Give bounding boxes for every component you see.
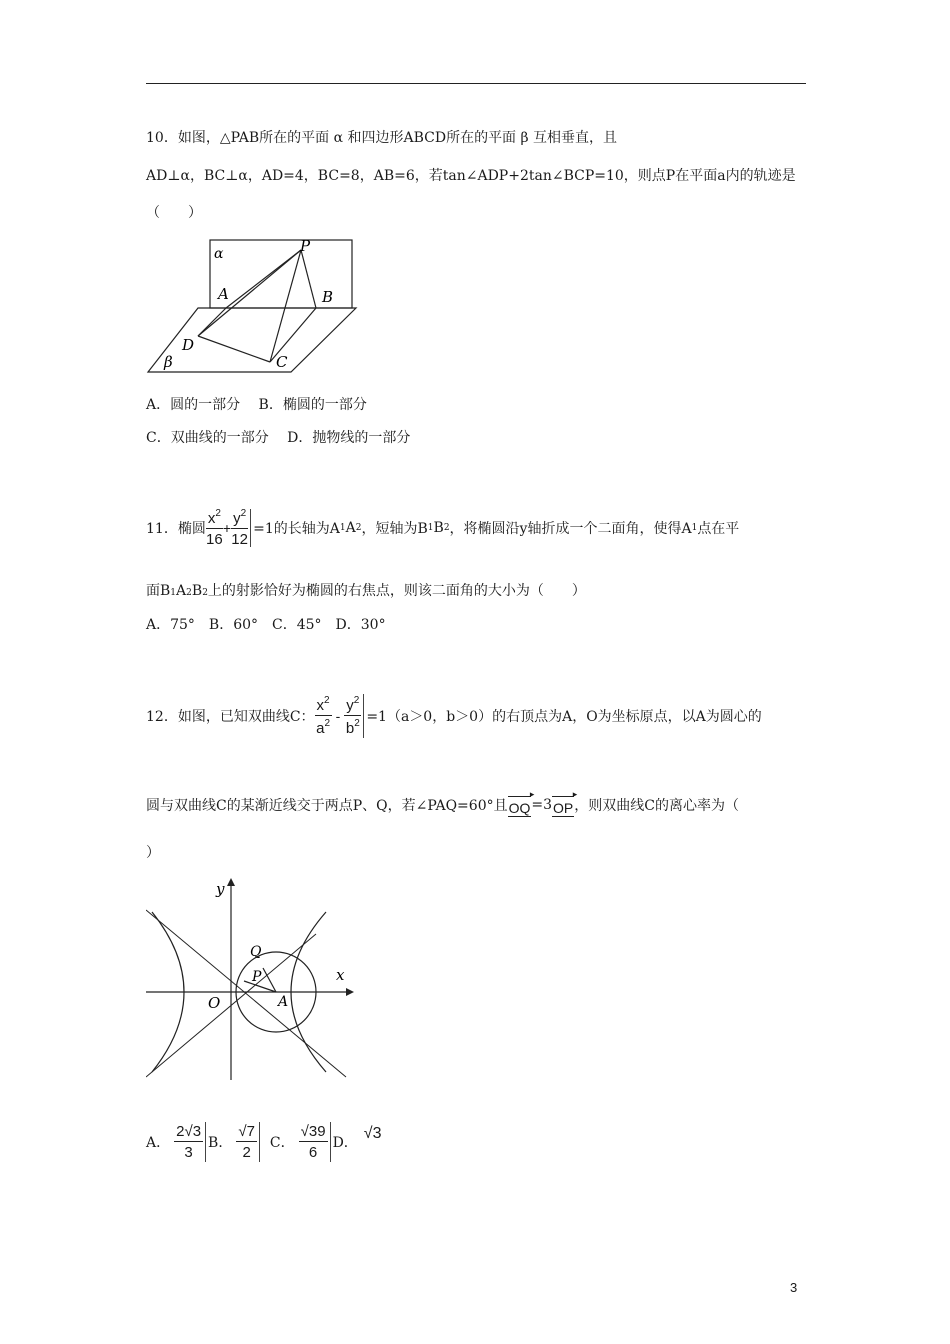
q12-figure xyxy=(146,872,356,1082)
q11-frac-y2-12: $\frac{y^2}{12}$ xyxy=(231,508,248,548)
vector-OP: OP ▸ xyxy=(552,800,574,817)
option-C-value: $\frac{√39}{6}$ xyxy=(300,1123,326,1161)
q12-frac-x2-a2: $\frac{x^2}{a^2}$ xyxy=(316,695,331,737)
q12-paren-close: ） xyxy=(146,845,160,861)
q11-frac-x2-16: $\frac{x^2}{16}$ xyxy=(206,508,223,548)
q10-paren: （ ） xyxy=(146,205,202,221)
q10-figure xyxy=(146,236,361,378)
q12-options: A． $\frac{2√3}{3}$ B． $\frac{√7}{2}$ C． $\frac{√39}{6}$ D． √3 xyxy=(146,1123,382,1161)
label-alpha: α xyxy=(214,246,224,262)
label-A: A xyxy=(218,285,229,303)
label-A: A xyxy=(278,994,289,1010)
label-x: x xyxy=(336,966,345,984)
q10-line2: AD⊥α，BC⊥α，AD=4，BC=8，AB=6，若tan∠ADP+2tan∠BCP=10，则点P在平面a内的轨迹是 xyxy=(146,168,796,184)
vector-OQ: OQ ▸ xyxy=(508,800,532,817)
q12-line2: 圆与双曲线C的某渐近线交于两点P、Q，若∠PAQ=60°且 OQ ▸ =3 OP ▸ ，则双曲线C的离心率为（ xyxy=(146,790,739,820)
label-beta: β xyxy=(164,353,173,371)
label-C: C xyxy=(276,353,288,371)
page-number: 3 xyxy=(790,1280,798,1295)
label-y: y xyxy=(216,880,225,898)
label-O: O xyxy=(208,994,221,1012)
option-D-value: √3 xyxy=(363,1125,382,1142)
label-P: P xyxy=(252,969,262,985)
q11-line1: 11．椭圆 $\frac{x^2}{16}$ + $\frac{y^2}{12}$ =1的长轴为A 1 A 2 ，短轴为B 1 B 2 ，将椭圆沿y轴折成一个二面角，使得A 1 点在平 xyxy=(146,508,740,548)
label-B: B xyxy=(322,288,334,306)
label-P: P xyxy=(300,237,311,255)
q10-options-row1: A．圆的一部分 B．椭圆的一部分 xyxy=(146,397,367,413)
q10-line1: 10．如图，△PAB所在的平面 α 和四边形ABCD所在的平面 β 互相垂直，且 xyxy=(146,130,618,146)
label-Q: Q xyxy=(250,944,262,960)
header-rule xyxy=(146,83,806,84)
label-D: D xyxy=(182,336,195,354)
plane-beta-parallelogram xyxy=(148,308,356,372)
q10-options-row2: C．双曲线的一部分 D．抛物线的一部分 xyxy=(146,430,411,446)
q12-frac-y2-b2: $\frac{y^2}{b^2}$ xyxy=(345,695,360,737)
option-B-value: $\frac{√7}{2}$ xyxy=(238,1123,255,1161)
q11-options: A．75° B．60° C．45° D．30° xyxy=(146,617,386,633)
option-A-value: $\frac{2√3}{3}$ xyxy=(176,1123,202,1161)
q11-line2: 面B1A2B2上的射影恰好为椭圆的右焦点，则该二面角的大小为（ ） xyxy=(146,583,586,599)
q12-line1: 12．如图，已知双曲线C： $\frac{x^2}{a^2}$ - $\frac{y^2}{b^2}$ =1（a＞0，b＞0）的右顶点为A，O为坐标原点，以A为圆心的 xyxy=(146,695,762,737)
